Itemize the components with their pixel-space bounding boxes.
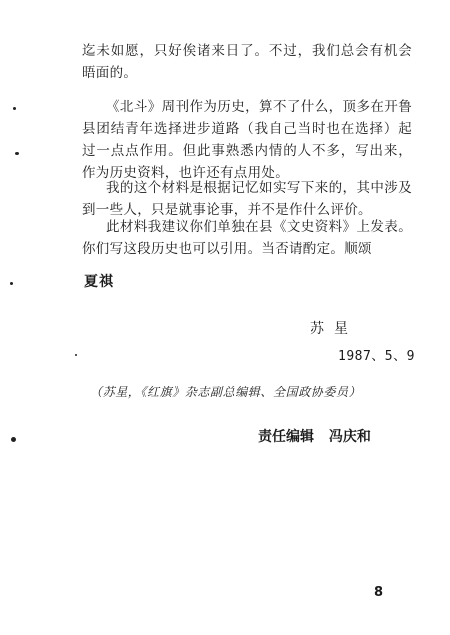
paragraph-4: 此材料我建议你们单独在县《文史资料》上发表。你们写这段历史也可以引用。当否请酌定。顺颂 bbox=[82, 219, 412, 257]
scan-speck bbox=[15, 152, 19, 155]
letter-date: 1987、5、9 bbox=[338, 349, 415, 364]
editor-label: 责任编辑 bbox=[258, 429, 314, 445]
editor-credit bbox=[258, 426, 371, 446]
paragraph-3: 我的这个材料是根据记忆如实写下来的，其中涉及到一些人，只是就事论事，并不是作什么评价。 bbox=[82, 180, 412, 218]
scan-speck bbox=[10, 282, 13, 285]
paragraph-1: 迄未如愿，只好俟诸来日了。不过，我们总会有机会晤面的。 bbox=[82, 43, 412, 81]
closing-salutation: 夏祺 bbox=[84, 274, 114, 290]
page-number: 8 bbox=[374, 585, 384, 600]
scan-speck bbox=[13, 107, 16, 110]
author-note: （苏星，《红旗》杂志副总编辑、全国政协委员） bbox=[90, 385, 362, 399]
editor-name: 冯庆和 bbox=[328, 429, 371, 445]
scan-speck bbox=[11, 437, 16, 442]
scan-speck bbox=[75, 354, 77, 356]
author-signature: 苏星 bbox=[310, 321, 358, 337]
paragraph-2: 《北斗》周刊作为历史，算不了什么，顶多在开鲁县团结青年选择进步道路（我自己当时也在选择）起过一点点作用。但此事熟悉内情的人不多，写出来，作为历史资料，也许还有点用处。 bbox=[82, 99, 412, 181]
